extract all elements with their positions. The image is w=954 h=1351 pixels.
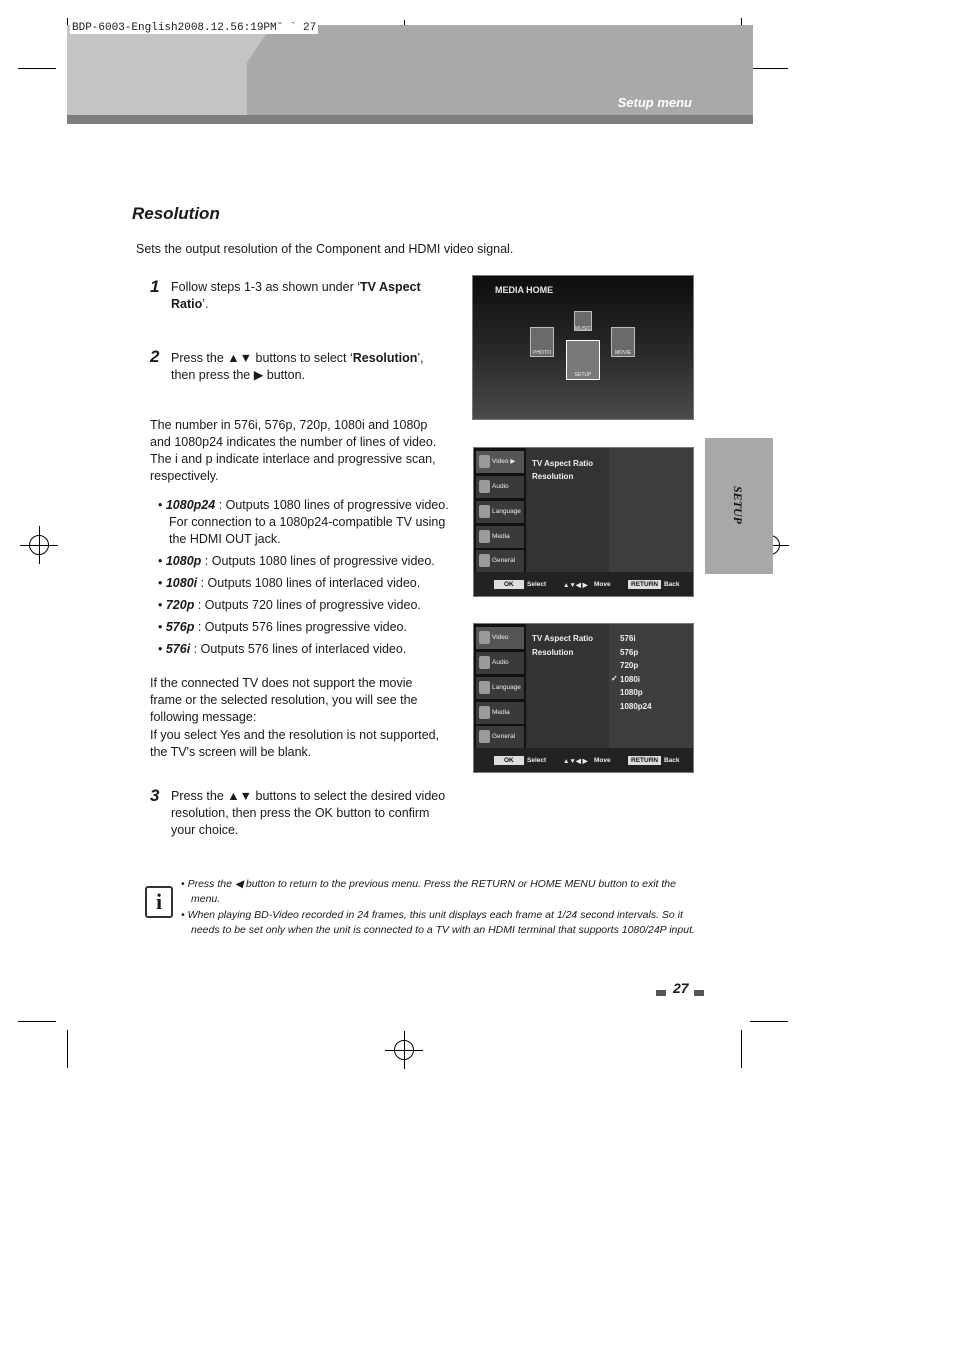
page-number-bar — [694, 990, 704, 996]
chapter-tab-label: SETUP — [731, 486, 745, 525]
crop-mark — [18, 1021, 56, 1022]
resolution-option: 1080p — [620, 688, 643, 697]
resolution-option-selected: 1080i — [620, 675, 641, 684]
menu-footer — [474, 572, 693, 596]
resolution-option: 720p — [620, 661, 639, 670]
media-icon — [479, 706, 490, 719]
menu-item-video: Video ▶ — [476, 451, 524, 473]
step-text: Follow steps 1-3 as shown under ‘TV Aspect Ratio’. — [171, 280, 421, 311]
gear-icon — [479, 554, 490, 567]
step-number: 3 — [150, 786, 160, 805]
note-item: • When playing BD-Video recorded in 24 frames, this unit displays each frame at 1/24 second intervals. So it needs to be set only when the unit is connected to a TV with an HDMI terminal that supports 1080/24P input. — [181, 909, 695, 936]
footer-move: Move — [594, 757, 611, 764]
explanation-text: The number in 576i, 576p, 720p, 1080i and 1080p and 1080p24 indicates the number of lines of video. The i and p indicate interlace and progressive scan, respectively. — [150, 418, 437, 483]
menu-item-general: General — [476, 726, 524, 748]
crop-mark — [750, 1021, 788, 1022]
resolution-option: 576i — [620, 634, 636, 643]
arrows-icon: ▲▼◀ ▶ — [563, 758, 588, 765]
page-number-bar — [656, 990, 666, 996]
registration-mark — [29, 535, 49, 555]
list-item: • 1080p : Outputs 1080 lines of progressive video. — [158, 554, 435, 568]
warning-text: If the connected TV does not support the movie frame or the selected resolution, you will see the following message: — [150, 676, 418, 724]
arrows-icon: ▲▼◀ ▶ — [563, 582, 588, 589]
crop-mark — [67, 1030, 68, 1068]
footer-back: Back — [664, 757, 680, 764]
step-number: 1 — [150, 277, 160, 296]
chapter-tab — [705, 438, 773, 574]
media-icon — [479, 530, 490, 543]
menu-item-audio: Audio — [476, 476, 524, 498]
list-item: • 1080p24 : Outputs 1080 lines of progressive video. For connection to a 1080p24-compatible TV using the HDMI OUT jack. — [158, 498, 449, 546]
video-icon — [479, 631, 490, 644]
crop-mark — [750, 68, 788, 69]
menu-item-audio: Audio — [476, 652, 524, 674]
menu-item-language: Language — [476, 677, 524, 699]
footer-select: Select — [527, 581, 547, 588]
footer-move: Move — [594, 581, 611, 588]
ok-button-label: OK — [494, 756, 524, 765]
info-icon: i — [145, 886, 173, 918]
page-number: 27 — [673, 980, 689, 996]
footer-back: Back — [664, 581, 680, 588]
option-tv-aspect-ratio: TV Aspect Ratio — [532, 634, 594, 643]
warning-text: If you select Yes and the resolution is not supported, the TV's screen will be blank. — [150, 728, 440, 759]
menu-item-language: Language — [476, 501, 524, 523]
language-icon — [479, 505, 490, 518]
option-resolution: Resolution — [532, 648, 574, 657]
check-icon: ✓ — [611, 674, 618, 683]
menu-item-media: Media — [476, 702, 524, 724]
resolution-list — [609, 624, 693, 748]
setup-menu-screenshot — [473, 447, 694, 597]
resolution-option: 1080p24 — [620, 702, 652, 711]
crop-mark — [741, 1030, 742, 1068]
option-tv-aspect-ratio: TV Aspect Ratio — [532, 459, 594, 468]
menu-options — [526, 624, 609, 748]
crop-mark — [18, 68, 56, 69]
return-button-label: RETURN — [628, 580, 661, 589]
menu-item-video: Video — [476, 627, 524, 649]
music-icon: MUSIC — [574, 311, 592, 331]
audio-icon — [479, 480, 490, 493]
media-home-title: MEDIA HOME — [495, 285, 554, 295]
movie-icon: MOVIE — [611, 327, 635, 357]
note-item: • Press the ◀ button to return to the previous menu. Press the RETURN or HOME MENU button to exit the menu. — [181, 878, 676, 905]
menu-values — [609, 448, 693, 572]
list-item: • 576p : Outputs 576 lines progressive video. — [158, 620, 407, 634]
footer-select: Select — [527, 757, 547, 764]
option-resolution: Resolution — [532, 472, 574, 481]
return-button-label: RETURN — [628, 756, 661, 765]
audio-icon — [479, 656, 490, 669]
step-text: Press the ▲▼ buttons to select the desired video resolution, then press the OK button to confirm your choice. — [171, 789, 446, 837]
gear-icon — [479, 730, 490, 743]
photo-icon: PHOTO — [530, 327, 554, 357]
menu-item-media: Media — [476, 526, 524, 548]
step-number: 2 — [150, 347, 160, 366]
resolution-option: 576p — [620, 648, 639, 657]
intro-text: Sets the output resolution of the Component and HDMI video signal. — [136, 242, 514, 256]
list-item: • 1080i : Outputs 1080 lines of interlaced video. — [158, 576, 421, 590]
setup-icon: SETUP — [566, 340, 600, 380]
list-item: • 576i : Outputs 576 lines of interlaced video. — [158, 642, 407, 656]
menu-options — [526, 448, 609, 572]
menu-footer — [474, 748, 693, 772]
language-icon — [479, 681, 490, 694]
menu-item-general: General — [476, 550, 524, 572]
list-item: • 720p : Outputs 720 lines of progressive video. — [158, 598, 421, 612]
ok-button-label: OK — [494, 580, 524, 589]
video-icon — [479, 455, 490, 468]
page-title: Resolution — [132, 204, 220, 223]
file-label: BDP-6003-English2008.12.56:19PM˘ ` 27 — [72, 22, 317, 34]
bullet-list — [158, 497, 450, 658]
registration-mark — [394, 1040, 414, 1060]
media-home-screenshot — [472, 275, 694, 420]
resolution-menu-screenshot — [473, 623, 694, 773]
step-text: Press the ▲▼ buttons to select ‘Resolution’, then press the ▶ button. — [171, 351, 424, 382]
section-header: Setup menu — [617, 95, 692, 110]
